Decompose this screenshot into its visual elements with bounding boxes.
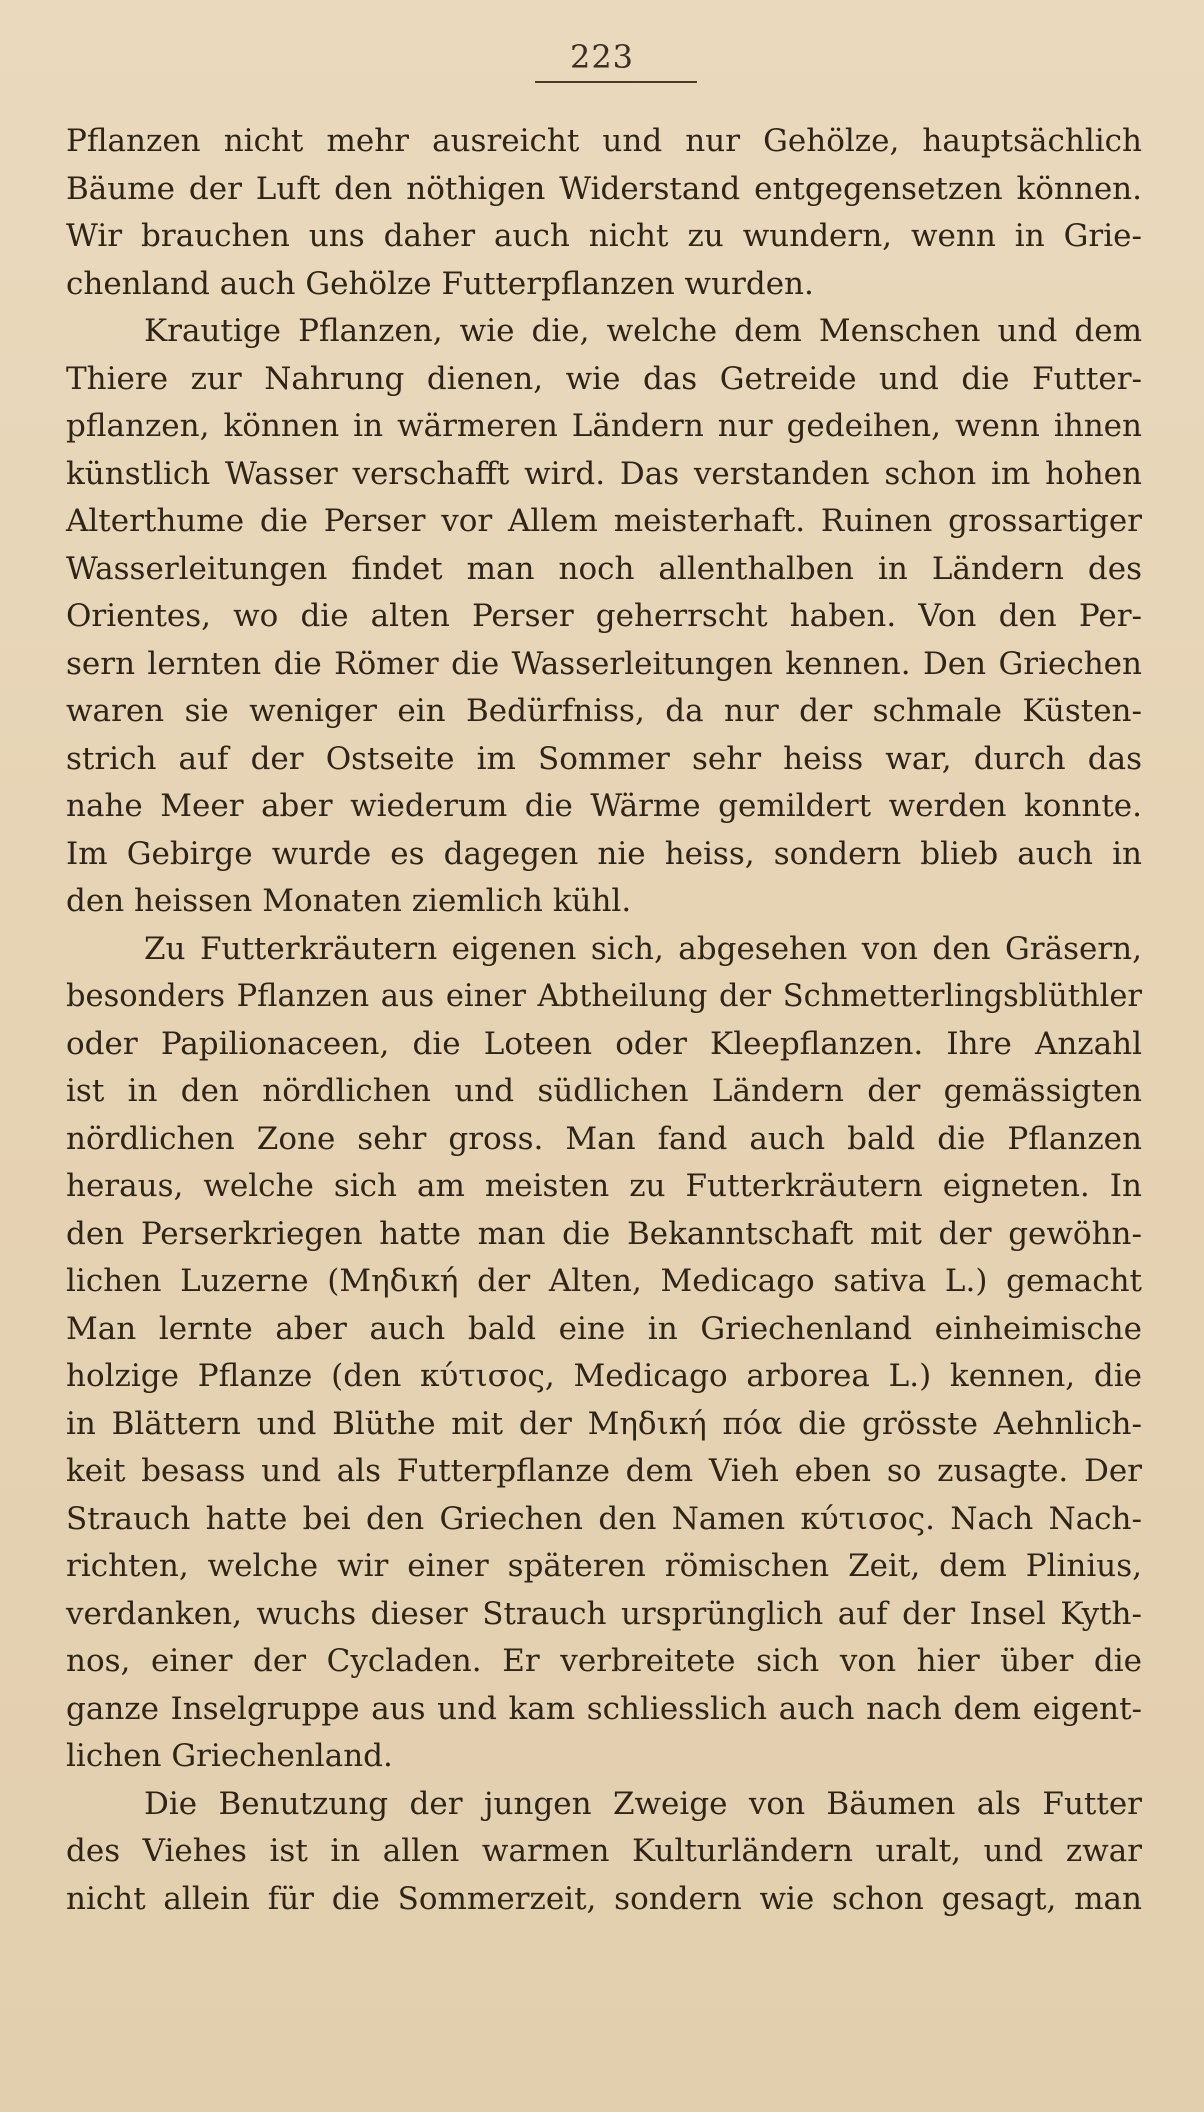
text-line: Pflanzen nicht mehr ausreicht und nur Gehölze, hauptsächlich [66,123,1142,159]
text-line: Zu Futterkräutern eigenen sich, abgesehen von den Gräsern, [144,930,1142,967]
page-number: 223 [569,38,635,76]
text-line: besonders Pflanzen aus einer Abtheilung der Schmetterlingsblüthler [66,979,1142,1014]
body-text [66,118,1142,1923]
text-line: richten, welche wir einer späteren römischen Zeit, dem Plinius, [66,1548,1142,1584]
text-line: in Blättern und Blüthe mit der Μηδική πόα die grösste Aehnlich- [66,1405,1142,1442]
text-line: nördlichen Zone sehr gross. Man fand auch bald die Pflanzen [66,1120,1142,1157]
text-line: Orientes, wo die alten Perser geherrscht haben. Von den Per- [66,598,1142,634]
paragraph-2 [66,308,1142,926]
text-line: Bäume der Luft den nöthigen Widerstand entgegensetzen können. [66,170,1142,207]
paragraph-4 [66,1781,1142,1924]
text-line: ist in den nördlichen und südlichen Ländern der gemässigten [66,1073,1142,1109]
text-line: lichen Griechenland. [66,1738,393,1774]
text-line: des Viehes ist in allen warmen Kulturländern uralt, und zwar [66,1833,1142,1869]
paragraph-3 [66,926,1142,1781]
text-line: künstlich Wasser verschafft wird. Das verstanden schon im hohen [66,455,1142,492]
text-line: Im Gebirge wurde es dagegen nie heiss, sondern blieb auch in [66,835,1142,872]
text-line: Krautige Pflanzen, wie die, welche dem Menschen und dem [144,313,1142,349]
paragraph-1 [66,118,1142,308]
text-line: sern lernten die Römer die Wasserleitungen kennen. Den Griechen [66,645,1142,682]
text-line: Man lernte aber auch bald eine in Griechenland einheimische [66,1310,1142,1347]
text-line: nos, einer der Cycladen. Er verbreitete sich von hier über die [66,1643,1142,1679]
text-line: chenland auch Gehölze Futterpflanzen wurden. [66,265,814,302]
text-line: strich auf der Ostseite im Sommer sehr heiss war, durch das [66,740,1142,777]
text-line: Wir brauchen uns daher auch nicht zu wundern, wenn in Grie- [66,218,1142,254]
text-line: oder Papilionaceen, die Loteen oder Kleepflanzen. Ihre Anzahl [66,1025,1142,1062]
text-line: nahe Meer aber wiederum die Wärme gemildert werden konnte. [66,788,1142,824]
text-line: pflanzen, können in wärmeren Ländern nur gedeihen, wenn ihnen [66,408,1142,444]
text-line: ganze Inselgruppe aus und kam schliesslich auch nach dem eigent- [66,1690,1142,1727]
text-line: nicht allein für die Sommerzeit, sondern wie schon gesagt, man [66,1880,1142,1917]
text-line: den heissen Monaten ziemlich kühl. [66,883,632,919]
text-line: Strauch hatte bei den Griechen den Namen κύτισος. Nach Nach- [66,1500,1142,1537]
text-line: Die Benutzung der jungen Zweige von Bäumen als Futter [144,1785,1142,1822]
text-line: keit besass und als Futterpflanze dem Vieh eben so zusagte. Der [66,1453,1142,1489]
text-line: verdanken, wuchs dieser Strauch ursprünglich auf der Insel Kyth- [66,1595,1142,1632]
text-line: Wasserleitungen findet man noch allenthalben in Ländern des [66,550,1142,587]
text-line: lichen Luzerne (Μηδική der Alten, Medicago sativa L.) gemacht [66,1263,1142,1299]
header-rule [535,81,697,83]
text-line: holzige Pflanze (den κύτισος, Medicago arborea L.) kennen, die [66,1358,1142,1394]
text-line: heraus, welche sich am meisten zu Futterkräutern eigneten. In [66,1168,1142,1204]
text-line: Thiere zur Nahrung dienen, wie das Getreide und die Futter- [66,360,1142,397]
text-line: Alterthume die Perser vor Allem meisterhaft. Ruinen grossartiger [66,503,1142,539]
text-line: waren sie weniger ein Bedürfniss, da nur der schmale Küsten- [66,693,1142,729]
text-line: den Perserkriegen hatte man die Bekanntschaft mit der gewöhn- [66,1215,1142,1252]
